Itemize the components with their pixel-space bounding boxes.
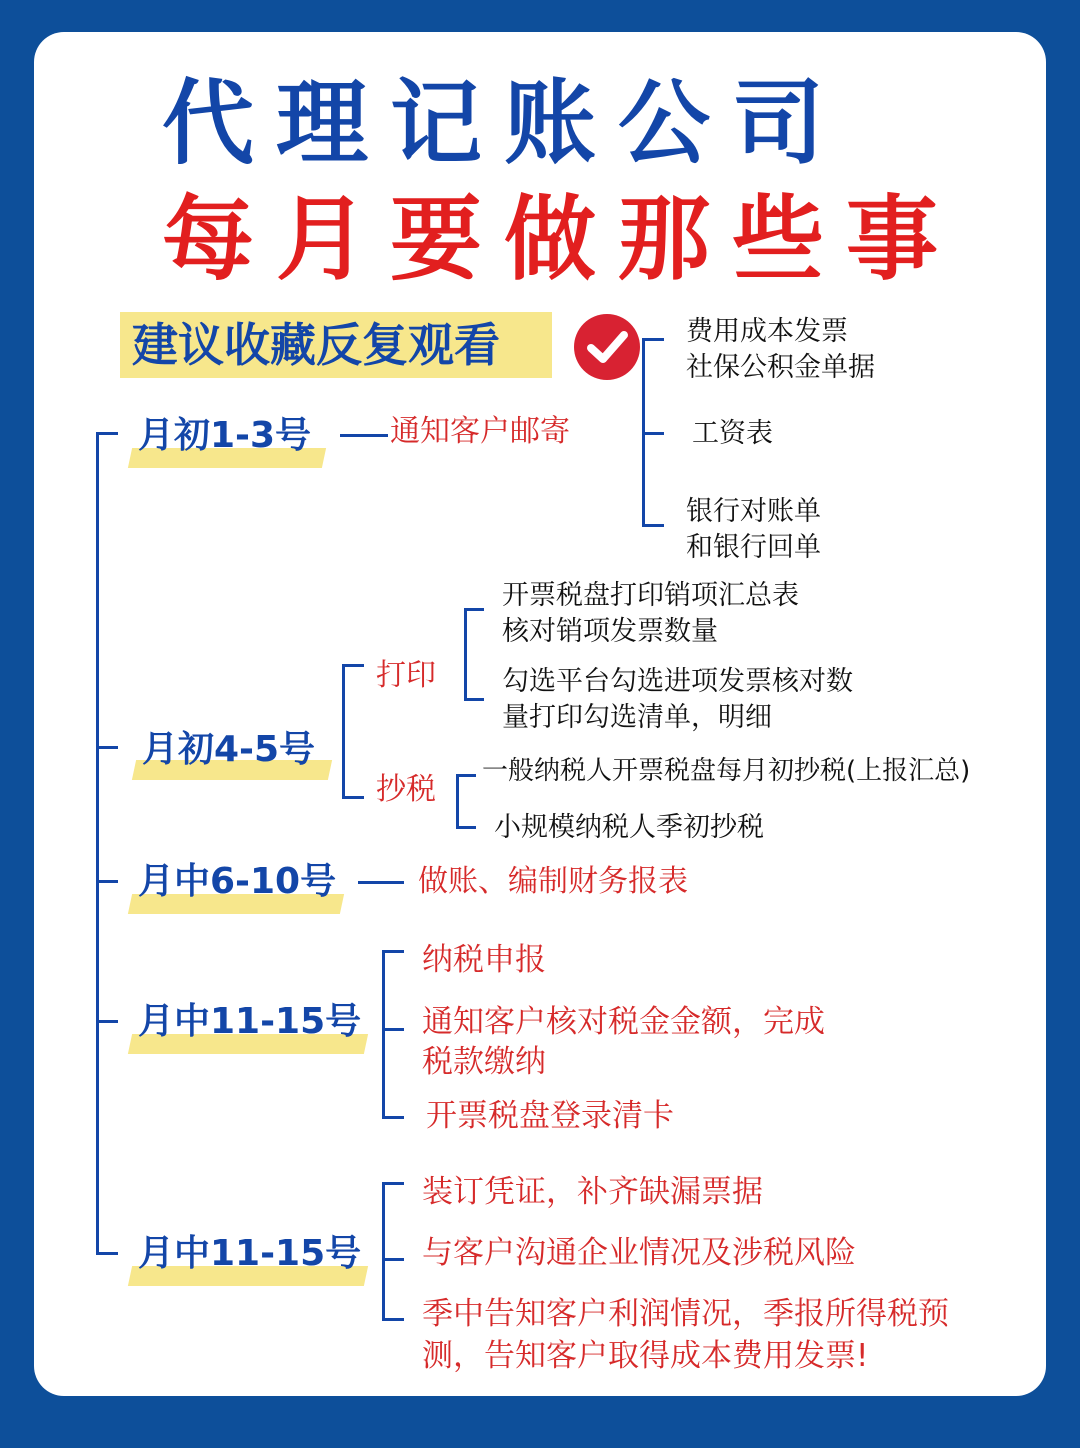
task-text: 税款缴纳 (422, 1044, 546, 1080)
spine-branch (96, 1020, 118, 1023)
task-text: 装订凭证，补齐缺漏票据 (422, 1174, 763, 1210)
bracket-tick (382, 1258, 404, 1261)
bracket-tick (342, 664, 364, 667)
item-text: 工资表 (692, 418, 773, 449)
task-text: 通知客户核对税金金额，完成 (422, 1004, 825, 1040)
bracket-tick (642, 432, 664, 435)
check-circle-icon (574, 314, 640, 380)
group-label: 打印 (376, 658, 436, 693)
bracket-tick (464, 698, 484, 701)
item-text: 小规模纳税人季初抄税 (494, 812, 764, 843)
bracket-tick (342, 796, 364, 799)
period-label: 月初4-5号 (142, 729, 316, 770)
task-text: 做账、编制财务报表 (418, 864, 688, 899)
bracket-tick (464, 608, 484, 611)
spine-branch (96, 1252, 118, 1255)
spine-branch (96, 432, 118, 435)
period-label: 月中6-10号 (138, 861, 337, 902)
main-title: 代理记账公司 (162, 70, 847, 177)
item-text: 一般纳税人开票税盘每月初抄税(上报汇总) (482, 756, 971, 786)
group-label: 抄税 (376, 772, 436, 807)
bracket-tick (642, 524, 664, 527)
bracket-tick (456, 826, 476, 829)
bookmark-text: 建议收藏反复观看 (132, 318, 500, 372)
item-text: 量打印勾选清单，明细 (502, 702, 772, 733)
period-label: 月中11-15号 (138, 1001, 362, 1042)
item-text: 社保公积金单据 (686, 352, 875, 383)
bracket-line (342, 664, 345, 798)
bracket-tick (382, 1028, 404, 1031)
task-text: 测，告知客户取得成本费用发票! (422, 1338, 869, 1374)
spine-branch (96, 746, 118, 749)
content-card (34, 32, 1046, 1396)
spine-branch (96, 880, 118, 883)
item-text: 勾选平台勾选进项发票核对数 (502, 666, 853, 697)
task-text: 开票税盘登录清卡 (426, 1098, 674, 1134)
period-label: 月中11-15号 (138, 1233, 362, 1274)
task-text: 通知客户邮寄 (390, 414, 570, 449)
task-text: 纳税申报 (422, 942, 546, 978)
bracket-tick (642, 338, 664, 341)
bracket-tick (382, 1182, 404, 1185)
bracket-line (382, 950, 385, 1118)
item-text: 费用成本发票 (686, 316, 848, 347)
bracket-tick (382, 950, 404, 953)
task-text: 与客户沟通企业情况及涉税风险 (422, 1235, 856, 1271)
bracket-line (456, 774, 459, 828)
bracket-tick (382, 1318, 404, 1321)
task-text: 季中告知客户利润情况，季报所得税预 (422, 1296, 949, 1332)
bracket-line (464, 608, 467, 700)
period-label: 月初1-3号 (138, 415, 312, 456)
item-text: 开票税盘打印销项汇总表 (502, 580, 799, 611)
bookmark-banner (120, 312, 552, 378)
timeline-spine (96, 432, 99, 1254)
item-text: 和银行回单 (686, 532, 821, 563)
main-subtitle: 每月要做那些事 (162, 186, 961, 293)
item-text: 核对销项发票数量 (502, 616, 718, 647)
bracket-tick (382, 1116, 404, 1119)
bracket-line (382, 1182, 385, 1320)
bracket-tick (456, 774, 476, 777)
connector-line (340, 434, 388, 437)
connector-line (358, 881, 404, 884)
item-text: 银行对账单 (686, 496, 821, 527)
